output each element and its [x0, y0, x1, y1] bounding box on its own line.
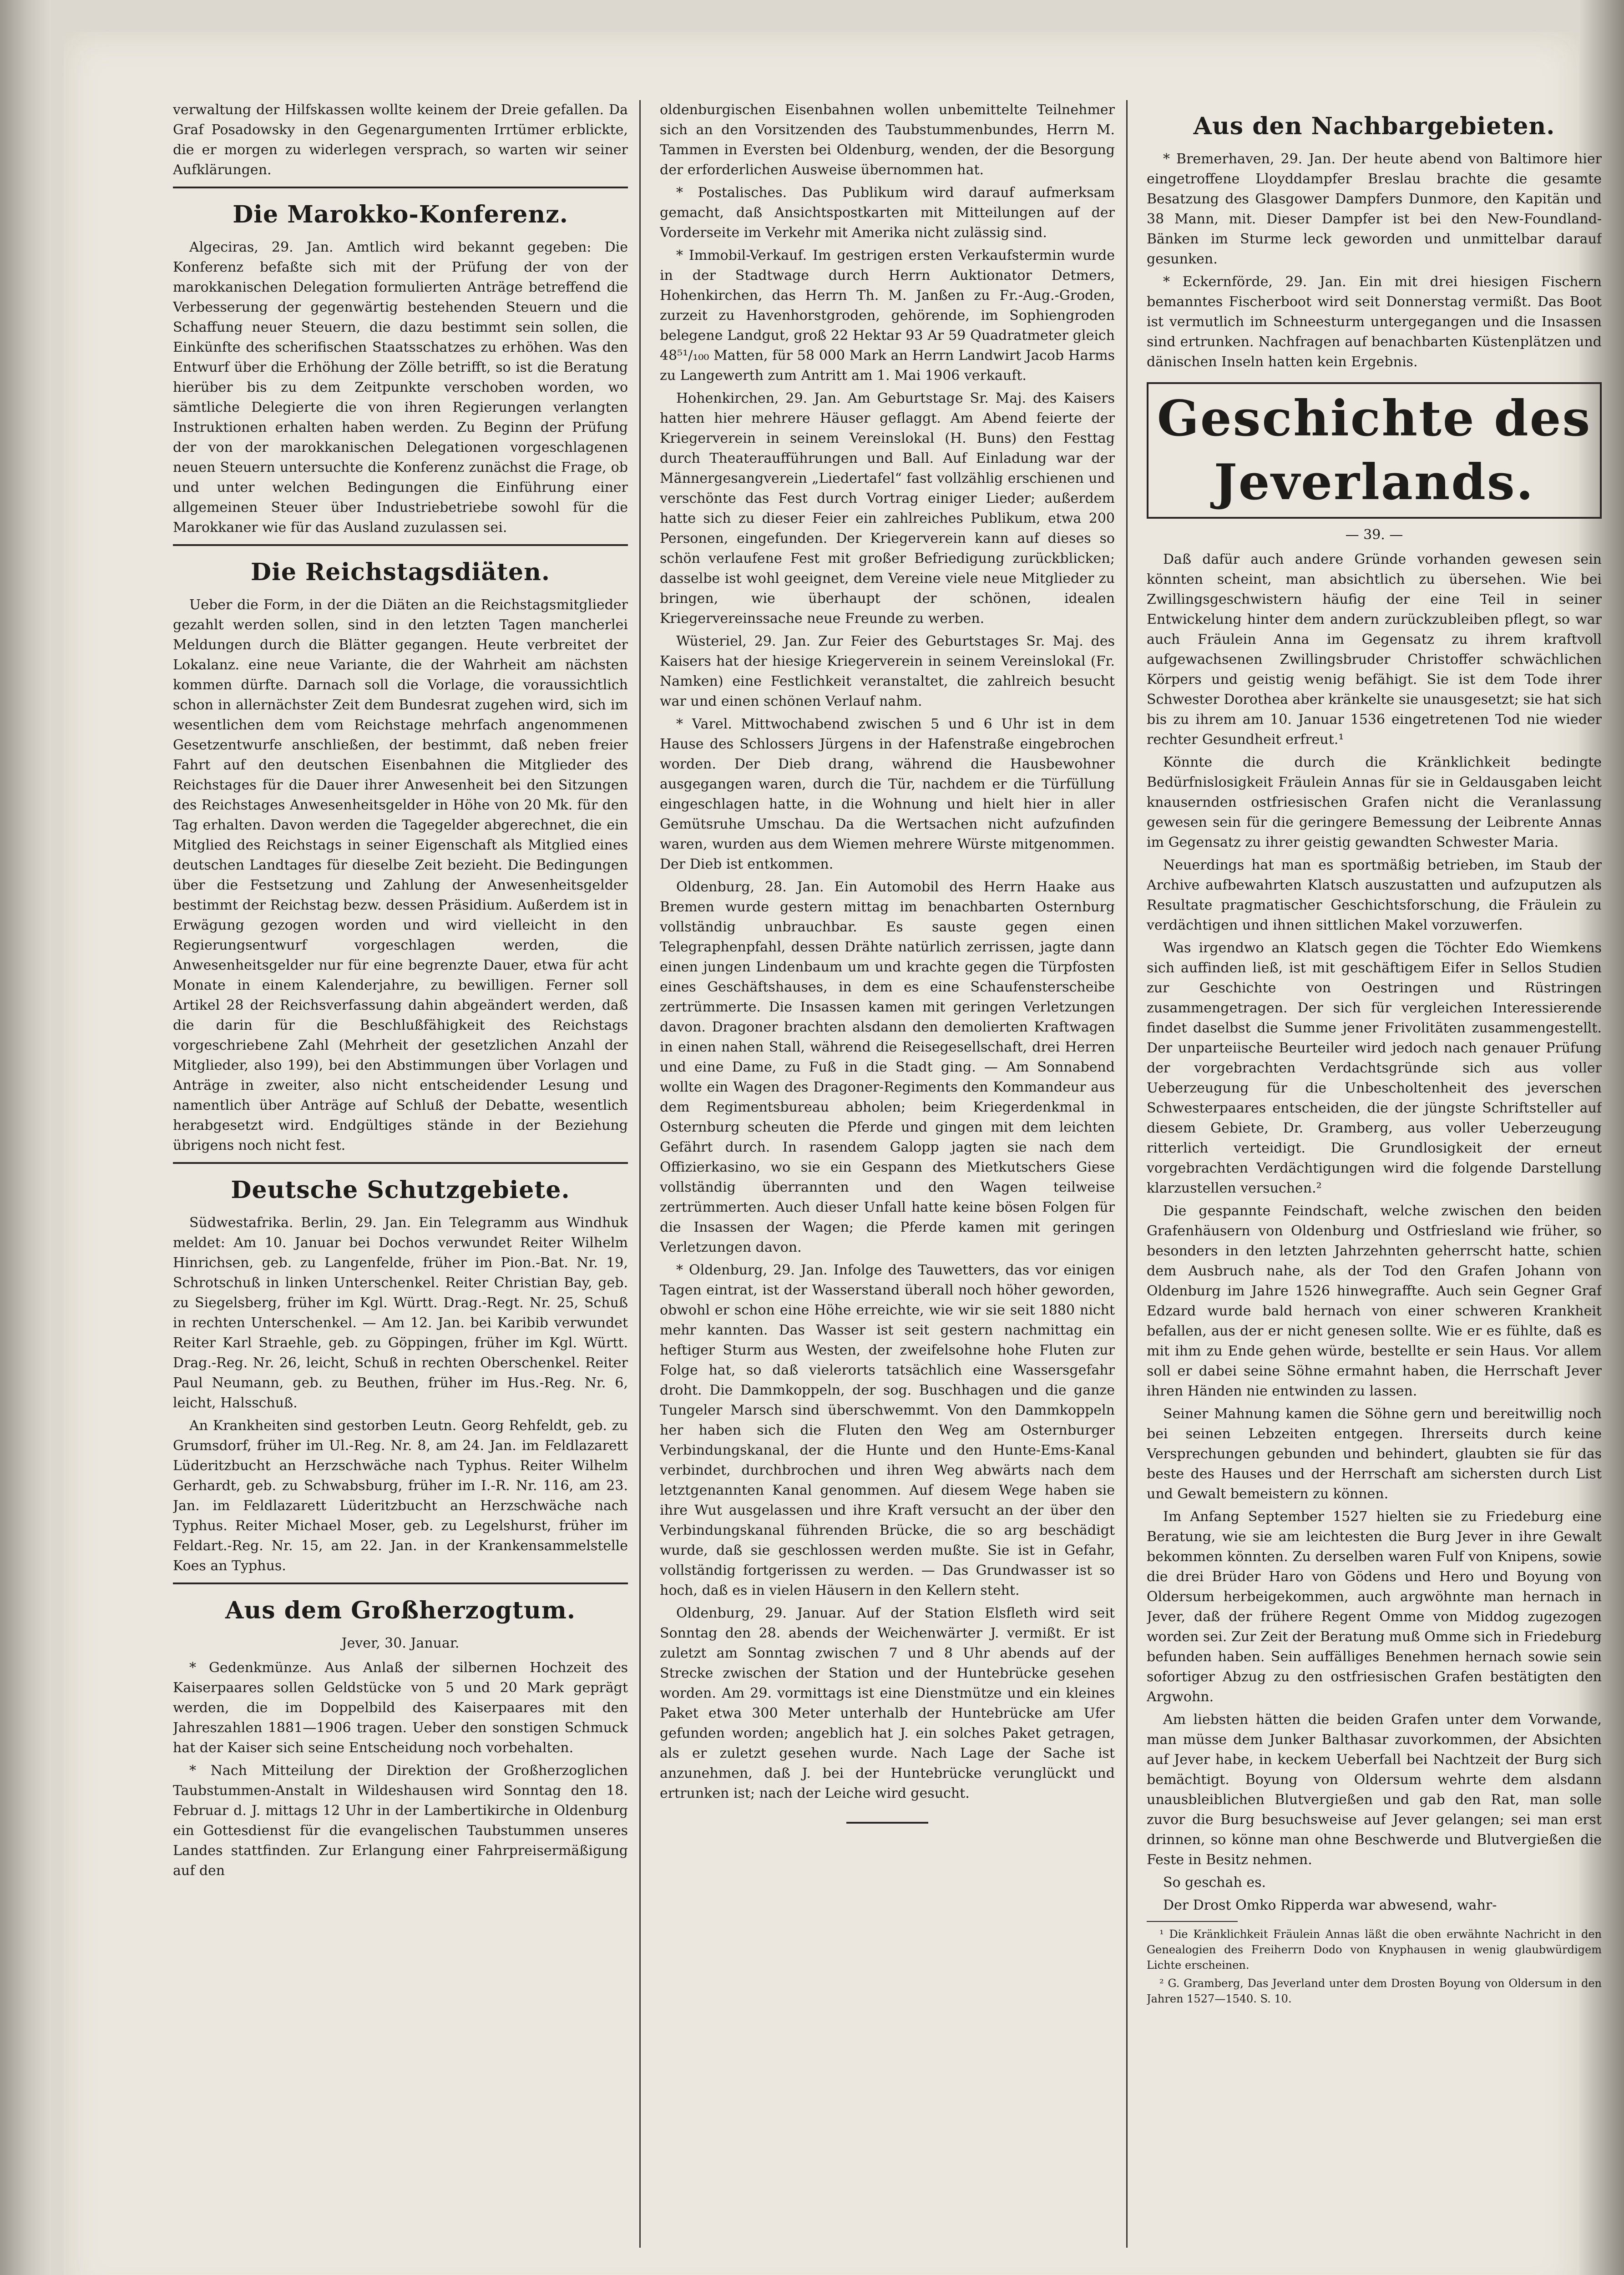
column-rule: [1126, 100, 1128, 2248]
article-paragraph: * Postalisches. Das Publikum wird darauf aufmerksam gemacht, daß Ansichtspostkarten mit Mitteilungen auf der Vorderseite im Verkehr mit Amerika nicht zulässig sind.: [660, 185, 1115, 241]
column-right: [1147, 100, 1602, 2248]
footnote: ² G. Gramberg, Das Jeverland unter dem Drosten Boyung von Oldersum in den Jahren 1527—1540. S. 10.: [1147, 1977, 1602, 2005]
article-paragraph: * Oldenburg, 29. Jan. Infolge des Tauwetters, das vor einigen Tagen eintrat, ist der Wasserstand überall noch höher geworden, obwohl er schon eine Höhe erreichte, wie wir sie seit 1880 nicht mehr kannten. Das Wasser ist seit gestern nachmittag ein heftiger Sturm aus Westen, der zweifelsohne hohe Fluten zur Folge hat, so daß vielerorts tatsächlich eine Wassersgefahr droht. Die Dammkoppeln, der sog. Buschhagen und die ganze Tungeler Marsch sind überschwemmt. Von den Dammkoppeln her haben sich die Fluten den Weg am Osternburger Verbindungskanal, der die Hunte und den Hunte-Ems-Kanal verbindet, durchbrochen und ihren Weg abwärts nach dem letztgenannten Kanal genommen. Auf diesem Wege haben sie ihre Wut ausgelassen und ihre Kraft versucht an der über den Verbindungskanal führenden Brücke, die so arg beschädigt wurde, daß sie geschlossen werden mußte. Sie ist in Gefahr, vollständig fortgerissen zu werden. — Das Grundwasser ist so hoch, daß es in vielen Häusern in den Kellern steht.: [660, 1262, 1115, 1598]
section-separator: [173, 1162, 628, 1164]
section-separator: [173, 544, 628, 546]
continued-paragraph: verwaltung der Hilfskassen wollte keinem der Dreie gefallen. Da Graf Posadowsky in den Gegenargumenten Irrtümer erblickte, die er morgen zu widerlegen versprach, so warten wir seiner Aufklärungen.: [173, 102, 628, 178]
article-paragraph: Hohenkirchen, 29. Jan. Am Geburtstage Sr. Maj. des Kaisers hatten hier mehrere Häuser geflaggt. Am Abend feierte der Kriegerverein in seinem Vereinslokal (H. Buns) den Festtag durch Theateraufführungen und Ball. Auf Einladung war der Männergesangverein „Liedertafel“ fast vollzählig erschienen und verschönte das Fest durch Vortrag einiger Lieder; außerdem hatte sich zu dieser Feier ein zahlreiches Publikum, etwa 200 Personen, eingefunden. Der Kriegerverein kann auf dieses so schön verlaufene Fest mit großer Befriedigung zurückblicken; dasselbe ist wohl geeignet, dem Vereine viele neue Mitglieder zu bringen, wie überhaupt der schönen, idealen Kriegervereinssache neue Freunde zu werben.: [660, 390, 1115, 627]
article-paragraph: * Bremerhaven, 29. Jan. Der heute abend von Baltimore hier eingetroffene Lloyddampfer Breslau brachte die gesamte Besatzung des Glasgower Dampfers Dunmore, den Kapitän und 38 Mann, mit. Dieser Dampfer ist bei den New-Foundland-Bänken im Sturme leck geworden und unmittelbar darauf gesunken.: [1147, 151, 1602, 267]
story-paragraph: Was irgendwo an Klatsch gegen die Töchter Edo Wiemkens sich auffinden ließ, ist mit geschäftigem Eifer in Sellos Studien zur Geschichte von Oestringen und Rüstringen zusammengetragen. Der sich für vergleichen Interessierende findet daselbst die Summe jener Frivolitäten zusammengestellt. Der unparteiische Beurteiler wird jedoch nach genauer Prüfung der vorgebrachten Verdachtsgründe sich aus voller Ueberzeugung für die Unbescholtenheit des jeverschen Schwesterpaares entscheiden, die der jüngste Schriftsteller auf diesem Gebiete, Dr. Gramberg, aus voller Ueberzeugung ritterlich verteidigt. Die Grundlosigkeit der erneut vorgebrachten Verdächtigungen wird die folgende Darstellung klarzustellen versuchen.²: [1147, 940, 1602, 1196]
article-paragraph: Ueber die Form, in der die Diäten an die Reichstagsmitglieder gezahlt werden sollen, sind in den letzten Tagen mancherlei Meldungen durch die Blätter gegangen. Heute verbreitet der Lokalanz. eine neue Variante, die der Wahrheit am nächsten kommen dürfte. Darnach soll die Vorlage, die voraussichtlich schon in allernächster Zeit dem Bundesrat zugehen wird, sich im wesentlichen dem vom Reichstage mehrfach angenommenen Gesetzentwurfe anschließen, der bestimmt, daß neben freier Fahrt auf den deutschen Eisenbahnen die Mitglieder des Reichstages für die Dauer ihrer Anwesenheit bei den Sitzungen des Reichstages Anwesenheitsgelder in Höhe von 20 Mk. für den Tag erhalten. Davon werden die Tagegelder abgerechnet, die ein Mitglied des Reichstags in seiner Eigenschaft als Mitglied eines deutschen Landtages für dieselbe Zeit bezieht. Die Bedingungen über die Festsetzung und Zahlung der Anwesenheitsgelder bestimmt der Reichstag bezw. dessen Präsidium. Außerdem ist in Erwägung gezogen worden und wird vielleicht in den Regierungsentwurf vorgeschlagen werden, die Anwesenheitsgelder nur für eine begrenzte Dauer, etwa für acht Monate in einem Kalenderjahre, zu bewilligen. Ferner soll Artikel 28 der Reichsverfassung dahin abgeändert werden, daß die darin für die Beschlußfähigkeit des Reichstags vorgeschriebene Zahl (Mehrheit der gesetzlichen Anzahl der Mitglieder, also 199), bei den Abstimmungen über Vorlagen und Anträge in zweiter, also nicht entscheidender Lesung und namentlich über Anträge auf Schluß der Debatte, wesentlich herabgesetzt wird. Endgültiges stände in der Beziehung übrigens noch nicht fest.: [173, 597, 628, 1153]
article-paragraph: * Nach Mitteilung der Direktion der Großherzoglichen Taubstummen-Anstalt in Wildeshausen wird Sonntag den 18. Februar d. J. mittags 12 Uhr in der Lambertikirche in Oldenburg ein Gottesdienst für die evangelischen Taubstummen unseres Landes stattfinden. Zur Erlangung einer Fahrpreisermäßigung auf den: [173, 1763, 628, 1879]
column-middle: [660, 100, 1115, 2248]
article-paragraph: Oldenburg, 28. Jan. Ein Automobil des Herrn Haake aus Bremen wurde gestern mittag im benachbarten Osternburg vollständig unbrauchbar. Es sauste gegen einen Telegraphenpfahl, dessen Drähte natürlich zerrissen, jagte dann einen jungen Lindenbaum um und krachte gegen die Türpfosten eines Geschäftshauses, in dem es eine Schaufensterscheibe zertrümmerte. Die Insassen kamen mit geringen Verletzungen davon. Dragoner brachten alsdann den demolierten Kraftwagen in einen nahen Stall, während die Reisegesellschaft, drei Herren und eine Dame, zu Fuß in die Stadt ging. — Am Sonnabend wollte ein Wagen des Dragoner-Regiments den Kommandeur aus dem Regimentsbureau abholen; beim Kriegerdenkmal in Osternburg scheuten die Pferde und gingen mit dem leichten Gefährt durch. In rasendem Galopp jagten sie nach dem Offizierkasino, wo sie ein Gespann des Mietkutschers Giese vollständig überrannten und den Wagen teilweise zertrümmerten. Auch dieser Unfall hatte keine bösen Folgen für die Insassen der Wagen; die Pferde kamen mit geringen Verletzungen davon.: [660, 879, 1115, 1255]
installment-number: — 39. —: [1345, 527, 1403, 543]
article-paragraph: * Immobil-Verkauf. Im gestrigen ersten Verkaufstermin wurde in der Stadtwage durch Herrn Auktionator Detmers, Hohenkirchen, das Herrn Th. M. Janßen zu Fr.-Aug.-Groden, zurzeit zu Havenhorstgroden, gehörende, im Sophiengroden belegene Landgut, groß 22 Hektar 93 Ar 59 Quadratmeter gleich 48⁵¹/₁₀₀ Matten, für 58 000 Mark an Herrn Landwirt Jacob Harms zu Langewerth zum Antritt am 1. Mai 1906 verkauft.: [660, 248, 1115, 384]
story-paragraph: Der Drost Omko Ripperda war abwesend, wahr-: [1163, 1897, 1497, 1913]
article-paragraph: * Gedenkmünze. Aus Anlaß der silbernen Hochzeit des Kaiserpaares sollen Geldstücke von 5 und 20 Mark geprägt werden, die im Doppelbild des Kaiserpaares mit den Jahreszahlen 1881—1906 tragen. Ueber den sonstigen Schmuck hat der Kaiser sich seine Entscheidung noch vorbehalten.: [173, 1660, 628, 1756]
end-rule: [846, 1822, 928, 1824]
section-separator: [173, 187, 628, 188]
article-paragraph: An Krankheiten sind gestorben Leutn. Georg Rehfeldt, geb. zu Grumsdorf, früher im Ul.-Reg. Nr. 8, am 24. Jan. im Feldlazarett Lüderitzbucht an Herzschwäche nach Typhus. Reiter Wilhelm Gerhardt, geb. zu Schwabsburg, früher im I.-R. Nr. 116, am 23. Jan. im Feldlazarett Lüderitzbucht an Herzschwäche nach Typhus. Reiter Michael Moser, geb. zu Legelshurst, früher im Feldart.-Reg. Nr. 15, am 22. Jan. in der Krankensammelstelle Koes an Typhus.: [173, 1418, 628, 1574]
article-paragraph: * Varel. Mittwochabend zwischen 5 und 6 Uhr ist in dem Hause des Schlossers Jürgens in der Hafenstraße eingebrochen worden. Der Dieb drang, während die Hausbewohner ausgegangen waren, durch die Tür, nachdem er die Türfüllung eingeschlagen hatte, in die Wohnung und hielt hier in aller Gemütsruhe Umschau. Da die Wertsachen nicht aufzufinden waren, wurden aus dem Wiemen mehrere Würste mitgenommen. Der Dieb ist entkommen.: [660, 716, 1115, 872]
heading-grossherzogtum: Aus dem Großherzogtum.: [225, 1597, 576, 1624]
story-paragraph: Am liebsten hätten die beiden Grafen unter dem Vorwande, man müsse dem Junker Balthasar zuvorkommen, der Absichten auf Jever habe, in keckem Ueberfall bei Nachtzeit der Burg sich bemächtigt. Boyung von Oldersum wehrte dem alsdann unausbleiblichen Blutvergießen und gab den Rat, man solle zuvor die Burg besuchsweise auf Jever gelangen; sei man erst drinnen, so könne man ohne Beschwerde und Blutvergießen die Feste in Besitz nehmen.: [1147, 1712, 1602, 1868]
section-separator: [173, 1582, 628, 1584]
heading-geschichte-jeverlands: Geschichte des Jeverlands.: [1147, 382, 1602, 519]
continued-paragraph: oldenburgischen Eisenbahnen wollen unbemittelte Teilnehmer sich an den Vorsitzenden des Taubstummenbundes, Herrn M. Tammen in Eversten bei Oldenburg, wenden, der die Besorgung der erforderlichen Ausweise übernommen hat.: [660, 102, 1115, 178]
newspaper-page: [64, 32, 1602, 2275]
column-left: [173, 100, 628, 2248]
dateline: Jever, 30. Januar.: [341, 1635, 460, 1651]
footnote-rule: [1147, 1921, 1238, 1922]
story-paragraph: Im Anfang September 1527 hielten sie zu Friedeburg eine Beratung, wie sie am leichtesten die Burg Jever in ihre Gewalt bekommen könnten. Zu derselben waren Fulf von Knipens, sowie die drei Brüder Haro von Gödens und Hero und Boyung von Oldersum herbeigekommen, auch argwöhnte man hernach in Jever, daß der frühere Regent Omme von Middog zugezogen worden sei. Zur Zeit der Beratung muß Omme sich in Friedeburg befunden haben. Sein auffälliges Benehmen hernach sowie sein sofortiger Abzug zu den ostfriesischen Grafen bestätigten den Argwohn.: [1147, 1509, 1602, 1705]
heading-nachbargebiete: Aus den Nachbargebieten.: [1193, 112, 1555, 140]
article-paragraph: Algeciras, 29. Jan. Amtlich wird bekannt gegeben: Die Konferenz befaßte sich mit der Prüfung der von der marokkanischen Delegation formulierten Anträge betreffend die Verbesserung der gegenwärtig bestehenden Steuern und die Schaffung neuer Steuern, die dazu bestimmt sein sollen, die Einkünfte des scherifischen Staatsschatzes zu erhöhen. Was den Entwurf über die Erhöhung der Zölle betrifft, so ist die Beratung hierüber bis zu dem Zeitpunkte verschoben worden, wo sämtliche Delegierte die von ihren Regierungen verlangten Instruktionen erhalten haben werden. Zu Beginn der Prüfung der von der marokkanischen Delegationen vorgeschlagenen neuen Steuern untersuchte die Konferenz zunächst die Frage, ob und unter welchen Bedingungen die Einführung einer allgemeinen Steuer über Industriebetriebe sowohl für die Marokkaner wie für das Ausland zuzulassen sei.: [173, 239, 628, 536]
story-paragraph: Könnte die durch die Kränklichkeit bedingte Bedürfnislosigkeit Fräulein Annas für sie in Geldausgaben leicht knausernden ostfriesischen Grafen nicht die Veranlassung gewesen sein für die geringere Bemessung der Leibrente Annas im Gegensatz zu ihrer geistig gewandten Schwester Maria.: [1147, 754, 1602, 850]
story-paragraph: Die gespannte Feindschaft, welche zwischen den beiden Grafenhäusern von Oldenburg und Ostfriesland wie früher, so besonders in den letzten Jahrzehnten geherrscht hatte, schien dem Ausbruch nahe, als der Tod den Grafen Johann von Oldenburg im Jahre 1526 hinwegraffte. Auch sein Gegner Graf Edzard wurde bald hernach von einer schweren Krankheit befallen, aus der er nicht genesen sollte. Wie er es fühlte, daß es mit ihm zu Ende gehen würde, bestellte er sein Haus. Vor allem soll er dabei seine Söhne ermahnt haben, die Herrschaft Jever ihren Händen nie entwinden zu lassen.: [1147, 1203, 1602, 1399]
story-paragraph: Daß dafür auch andere Gründe vorhanden gewesen sein könnten scheint, man absichtlich zu übersehen. Wie bei Zwillingsgeschwistern häufig der eine Teil in seiner Entwickelung hinter dem andern zurückzubleiben pflegt, so war auch Fräulein Anna im Gegensatz zu ihrem kraftvoll aufgewachsenen Zwillingsbruder Christoffer schwächlichen Körpers und geistig wenig befähigt. Sie ist dem Tode ihrer Schwester Dorothea aber kränkelte sie unausgesetzt; sie hat sich bis zu ihrem am 10. Januar 1536 eingetretenen Tod nie wieder rechter Gesundheit erfreut.¹: [1147, 551, 1602, 748]
footnote: ¹ Die Kränklichkeit Fräulein Annas läßt die oben erwähnte Nachricht in den Genealogien des Freiherrn Dodo von Knyphausen in wenig glaubwürdigem Lichte erscheinen.: [1147, 1928, 1602, 1972]
column-rule: [639, 100, 641, 2248]
story-paragraph: So geschah es.: [1163, 1875, 1266, 1891]
article-paragraph: Oldenburg, 29. Januar. Auf der Station Elsfleth wird seit Sonntag den 28. abends der Weichenwärter J. vermißt. Er ist zuletzt am Sonntag zwischen 7 und 8 Uhr abends auf der Strecke zwischen der Station und der Huntebrücke gesehen worden. Am 29. vormittags ist eine Dienstmütze und ein kleines Paket etwa 300 Meter unterhalb der Huntebrücke am Ufer gefunden worden; angeblich hat J. ein solches Paket getragen, als er zuletzt gesehen wurde. Nach Lage der Sache ist anzunehmen, daß J. bei der Huntebrücke verunglückt und ertrunken ist; nach der Leiche wird gesucht.: [660, 1605, 1115, 1801]
article-paragraph: * Eckernförde, 29. Jan. Ein mit drei hiesigen Fischern bemanntes Fischerboot wird seit Donnerstag vermißt. Das Boot ist vermutlich im Schneesturm untergegangen und die Insassen sind ertrunken. Nachfragen auf benachbarten Küstenplätzen und dänischen Inseln hatten kein Ergebnis.: [1147, 274, 1602, 370]
heading-schutzgebiete: Deutsche Schutzgebiete.: [231, 1176, 570, 1204]
article-paragraph: Wüsteriel, 29. Jan. Zur Feier des Geburtstages Sr. Maj. des Kaisers hat der hiesige Kriegerverein in seinem Vereinslokal (Fr. Namken) eine Festlichkeit veranstaltet, die zahlreich besucht war und einen schönen Verlauf nahm.: [660, 633, 1115, 709]
heading-reichstagsdiaeten: Die Reichstagsdiäten.: [251, 558, 550, 586]
story-paragraph: Seiner Mahnung kamen die Söhne gern und bereitwillig noch bei seinen Lebzeiten entgegen. Ihrerseits durch keine Versprechungen gebunden und behindert, glaubten sie für das beste des Hauses und der Herrschaft am sichersten durch List und Gewalt bemeistern zu können.: [1147, 1406, 1602, 1502]
scan-binding-edge: [0, 0, 51, 2275]
story-paragraph: Neuerdings hat man es sportmäßig betrieben, im Staub der Archive aufbewahrten Klatsch auszustatten und aufzuputzen als Resultate pragmatischer Geschichtsforschung, die Fräulein zu verdächtigen und ihnen sittlichen Makel vorzuwerfen.: [1147, 857, 1602, 933]
heading-marokko-konferenz: Die Marokko-Konferenz.: [233, 201, 568, 228]
article-paragraph: Südwestafrika. Berlin, 29. Jan. Ein Telegramm aus Windhuk meldet: Am 10. Januar bei Dochos verwundet Reiter Wilhelm Hinrichsen, geb. zu Langenfelde, früher im Pion.-Bat. Nr. 19, Schrotschuß in linken Unterschenkel. Reiter Christian Bay, geb. zu Siegelsberg, früher im Kgl. Württ. Drag.-Regt. Nr. 25, Schuß in rechten Unterschenkel. — Am 12. Jan. bei Karibib verwundet Reiter Karl Straehle, geb. zu Göppingen, früher im Kgl. Württ. Drag.-Reg. Nr. 26, leicht, Schuß in rechten Oberschenkel. Reiter Paul Neumann, geb. zu Beuthen, früher im Hus.-Reg. Nr. 6, leicht, Halsschuß.: [173, 1215, 628, 1411]
